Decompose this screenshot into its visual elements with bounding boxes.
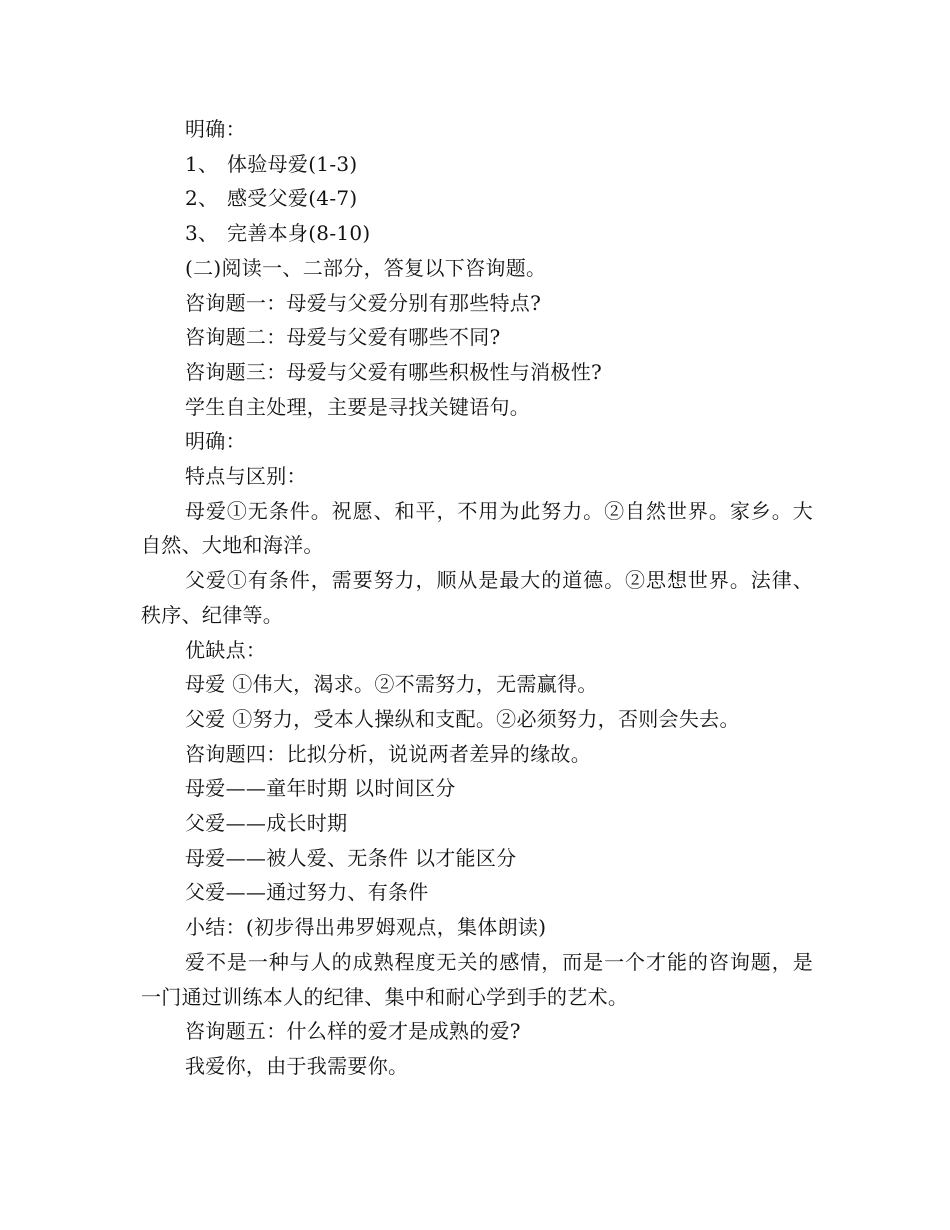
paragraph: 母爱①无条件。祝愿、和平，不用为此努力。②自然世界。家乡。大自然、大地和海洋。: [141, 498, 813, 558]
question-line: 咨询题五：什么样的爱才是成熟的爱?: [185, 1019, 521, 1044]
list-item-text: 完善本身(8-10): [227, 221, 371, 246]
list-number: 2、: [185, 186, 219, 211]
question-line: 咨询题一：母爱与父爱分别有那些特点?: [185, 290, 542, 315]
text-line: 学生自主处理，主要是寻找关键语句。: [185, 394, 531, 419]
question-line: 咨询题二：母爱与父爱有哪些不同?: [185, 325, 501, 350]
text-line: 父爱——成长时期: [185, 811, 348, 836]
paragraph: 爱不是一种与人的成熟程度无关的感情，而是一个才能的咨询题，是一门通过训练本人的纪律、集中和耐心学到手的艺术。: [141, 949, 813, 1009]
list-item-text: 体验母爱(1-3): [227, 151, 358, 176]
text-line: 我爱你，由于我需要你。: [185, 1053, 409, 1078]
text-line: 优缺点：: [185, 637, 267, 662]
list-item-text: 感受父爱(4-7): [227, 186, 358, 211]
list-number: 1、: [185, 151, 219, 176]
section-heading: (二)阅读一、二部分，答复以下咨询题。: [185, 255, 547, 280]
text-line: 父爱 ①努力，受本人操纵和支配。②必须努力，否则会失去。: [185, 706, 740, 731]
list-item: [141, 216, 813, 251]
text-line: 明确：: [185, 117, 246, 141]
list-number: 3、: [185, 221, 219, 246]
text-line: 小结：(初步得出弗罗姆观点，集体朗读): [185, 915, 547, 940]
text-line: 特点与区别：: [185, 464, 307, 489]
text-line: 明确：: [185, 429, 246, 454]
question-line: 咨询题三：母爱与父爱有哪些积极性与消极性?: [185, 359, 603, 384]
text-line: 母爱 ①伟大，渴求。②不需努力，无需赢得。: [185, 672, 598, 697]
question-line: 咨询题四：比拟分析，说说两者差异的缘故。: [185, 741, 591, 766]
list-item: [141, 181, 813, 216]
text-line: 父爱——通过努力、有条件: [185, 880, 429, 905]
text-line: 母爱——童年时期 以时间区分: [185, 776, 456, 801]
paragraph: 父爱①有条件，需要努力，顺从是最大的道德。②思想世界。法律、秩序、纪律等。: [141, 568, 813, 627]
list-item: [141, 147, 813, 182]
text-line: 母爱——被人爱、无条件 以才能区分: [185, 845, 517, 870]
document-body: [141, 112, 813, 1084]
